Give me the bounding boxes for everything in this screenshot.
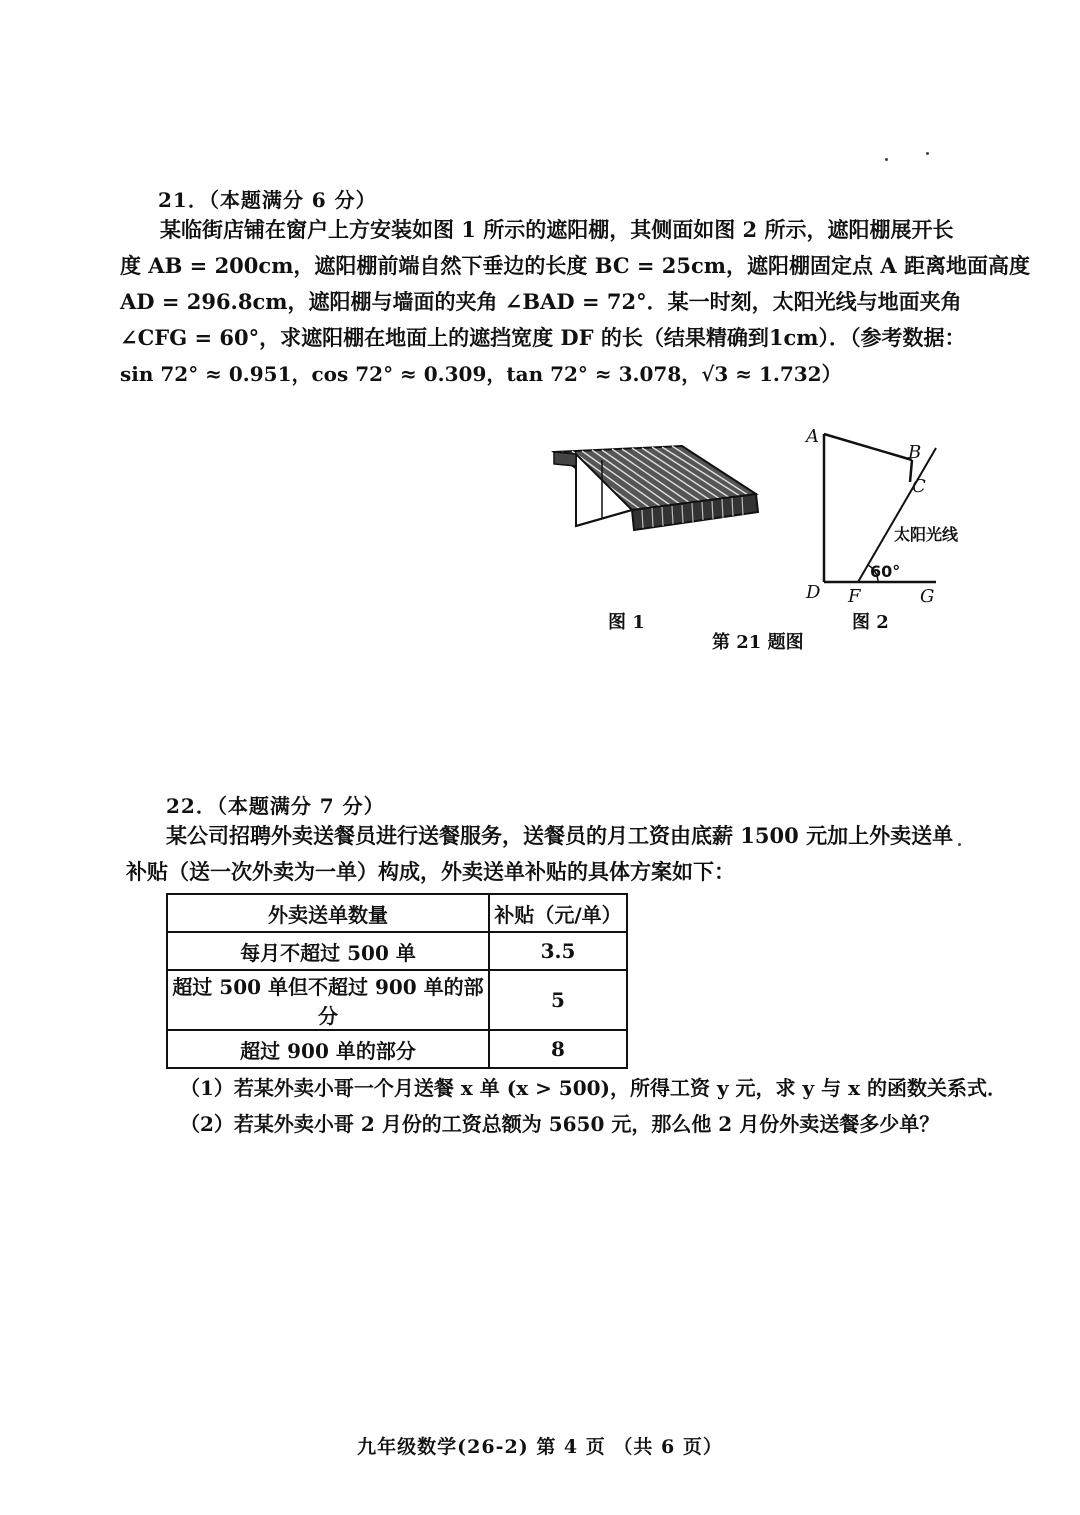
q22-sub-question-2: （2）若某外卖小哥 2 月份的工资总额为 5650 元，那么他 2 月份外卖送餐多少单？ [180,1112,940,1136]
q21-line-1: 某临街店铺在窗户上方安装如图 1 所示的遮阳棚，其侧面如图 2 所示，遮阳棚展开长 [160,217,954,242]
q21-reference-data: sin 72° ≈ 0.951，cos 72° ≈ 0.309，tan 72° ≈ 3.078，√3 ≈ 1.732） [120,362,842,386]
label-C: C [912,476,926,497]
subsidy-table [166,893,628,1069]
q21-line-4: ∠CFG = 60°，求遮阳棚在地面上的遮挡宽度 DF 的长（结果精确到1cm）．（参考数据： [120,325,966,350]
table-cell: 超过 500 单但不超过 900 单的部分 [167,970,489,1030]
awning-side-view-diagram [790,420,980,610]
q22-line-1: 某公司招聘外卖送餐员进行送餐服务，送餐员的月工资由底薪 1500 元加上外卖送单 [166,823,954,848]
table-header-row [167,894,627,932]
table-header-quantity: 外卖送单数量 [167,894,489,932]
figure-group-caption: 第 21 题图 [712,632,804,653]
awning-illustration [550,442,765,537]
table-cell: 5 [489,970,627,1030]
q21-body [120,212,1030,356]
q22-sub-question-1: （1）若某外卖小哥一个月送餐 x 单 (x > 500)，所得工资 y 元，求 y 与 x 的函数关系式． [180,1076,1007,1100]
page-footer: 九年级数学(26-2) 第 4 页 （共 6 页） [357,1436,723,1458]
label-A: A [806,426,819,447]
table-row [167,932,627,970]
q21-heading: 21．（本题满分 6 分） [158,188,377,212]
label-F: F [848,586,861,607]
q22-heading: 22．（本题满分 7 分） [166,794,385,818]
label-D: D [806,582,821,603]
q21-line-3: AD = 296.8cm，遮阳棚与墙面的夹角 ∠BAD = 72°．某一时刻，太阳光线与地面夹角 [120,289,962,314]
q21-line-2: 度 AB = 200cm，遮阳棚前端自然下垂边的长度 BC = 25cm，遮阳棚固定点 A 距离地面高度 [120,253,1030,278]
label-B: B [908,442,922,463]
fig2-caption: 图 2 [852,612,889,633]
scan-speck [958,843,961,846]
table-row [167,1030,627,1068]
q22-body [126,818,953,890]
label-G: G [920,586,935,607]
table-cell: 8 [489,1030,627,1068]
table-header-subsidy: 补贴（元/单） [489,894,627,932]
table-row [167,970,627,1030]
q22-line-2: 补贴（送一次外卖为一单）构成，外卖送单补贴的具体方案如下： [126,859,735,884]
table-cell: 每月不超过 500 单 [167,932,489,970]
table-cell: 超过 900 单的部分 [167,1030,489,1068]
fig1-caption: 图 1 [608,612,645,633]
sunlight-label: 太阳光线 [894,525,959,544]
table-cell: 3.5 [489,932,627,970]
scan-speck [926,152,929,155]
angle-label: 60° [870,562,901,581]
scan-speck [885,158,888,161]
